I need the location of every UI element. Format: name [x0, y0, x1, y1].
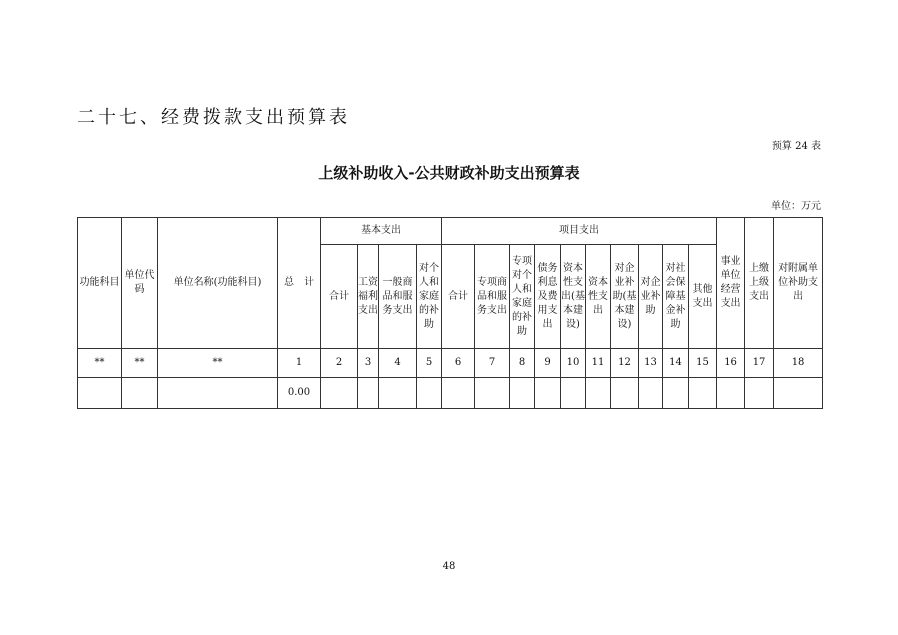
- index-cell: 9: [535, 349, 561, 378]
- index-cell: **: [78, 349, 122, 378]
- data-cell: [158, 378, 278, 409]
- header-proj-goods: 专项商品和服务支出: [475, 245, 510, 349]
- index-cell: **: [158, 349, 278, 378]
- index-cell: **: [122, 349, 158, 378]
- data-cell: [561, 378, 586, 409]
- header-project-group: 项目支出: [442, 218, 717, 245]
- budget-table: [77, 217, 823, 409]
- data-cell: [78, 378, 122, 409]
- index-cell: 5: [417, 349, 442, 378]
- data-cell: [717, 378, 745, 409]
- data-cell: [379, 378, 417, 409]
- data-cell: [510, 378, 535, 409]
- data-cell: [689, 378, 717, 409]
- data-cell: [417, 378, 442, 409]
- index-cell: 1: [278, 349, 321, 378]
- index-cell: 11: [586, 349, 611, 378]
- data-cell: [774, 378, 823, 409]
- index-cell: 6: [442, 349, 475, 378]
- index-row: [78, 349, 823, 378]
- index-cell: 4: [379, 349, 417, 378]
- data-cell: [358, 378, 379, 409]
- data-cell-total: 0.00: [278, 378, 321, 409]
- header-proj-total: 合计: [442, 245, 475, 349]
- index-cell: 14: [663, 349, 689, 378]
- index-cell: 10: [561, 349, 586, 378]
- header-func-subject: 功能科目: [78, 218, 122, 349]
- header-proj-subsidy: 专项对个人和家庭的补助: [510, 245, 535, 349]
- data-cell: [475, 378, 510, 409]
- table-title: 上级补助收入-公共财政补助支出预算表: [318, 164, 580, 182]
- header-proj-social: 对社会保障基金补助: [663, 245, 689, 349]
- index-cell: 12: [611, 349, 639, 378]
- data-cell: [321, 378, 358, 409]
- header-total: 总 计: [278, 218, 321, 349]
- data-cell: [535, 378, 561, 409]
- index-cell: 17: [745, 349, 774, 378]
- table-number: 预算 24 表: [771, 141, 821, 152]
- header-proj-ent: 对企业补助: [639, 245, 663, 349]
- header-affiliated-subsidy: 对附属单位补助支出: [774, 218, 823, 349]
- header-basic-group: 基本支出: [321, 218, 442, 245]
- data-cell: [611, 378, 639, 409]
- header-proj-debt: 债务利息及费用支出: [535, 245, 561, 349]
- index-cell: 8: [510, 349, 535, 378]
- header-basic-goods: 一般商品和服务支出: [379, 245, 417, 349]
- unit-label: 单位：万元: [771, 201, 821, 212]
- header-basic-total: 合计: [321, 245, 358, 349]
- header-upper-remit: 上缴上级支出: [745, 218, 774, 349]
- header-basic-wages: 工资福利支出: [358, 245, 379, 349]
- index-cell: 16: [717, 349, 745, 378]
- section-title: 二十七、经费拨款支出预算表: [77, 107, 350, 128]
- data-row: [78, 378, 823, 409]
- header-unit-name: 单位名称(功能科目): [158, 218, 278, 349]
- index-cell: 13: [639, 349, 663, 378]
- header-proj-ent-infra: 对企业补助(基本建设): [611, 245, 639, 349]
- index-cell: 3: [358, 349, 379, 378]
- page-number: 48: [442, 561, 456, 572]
- header-proj-capital-infra: 资本性支出(基本建设): [561, 245, 586, 349]
- header-basic-subsidy: 对个人和家庭的补助: [417, 245, 442, 349]
- data-cell: [122, 378, 158, 409]
- index-cell: 7: [475, 349, 510, 378]
- data-cell: [663, 378, 689, 409]
- header-proj-capital: 资本性支出: [586, 245, 611, 349]
- index-cell: 15: [689, 349, 717, 378]
- data-cell: [586, 378, 611, 409]
- header-biz-operating: 事业单位经营支出: [717, 218, 745, 349]
- data-cell: [639, 378, 663, 409]
- index-cell: 2: [321, 349, 358, 378]
- header-unit-code: 单位代码: [122, 218, 158, 349]
- header-proj-other: 其他支出: [689, 245, 717, 349]
- data-cell: [442, 378, 475, 409]
- data-cell: [745, 378, 774, 409]
- index-cell: 18: [774, 349, 823, 378]
